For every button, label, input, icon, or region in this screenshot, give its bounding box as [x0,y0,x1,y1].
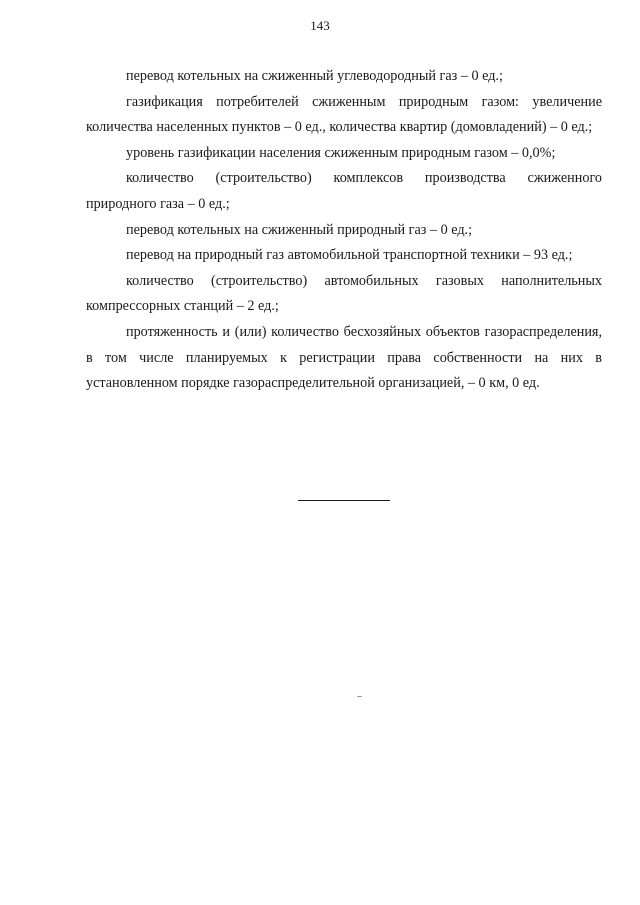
paragraph-lng-gasification: газификация потребителей сжиженным природным газом: увеличение количества населенных пунктов – 0 ед., количества квартир (домовладений) – 0 ед.; [86,93,602,136]
paragraph-cng-stations: количество (строительство) автомобильных газовых наполнительных компрессорных станций – 2 ед.; [86,272,602,315]
page-number: 143 [310,18,330,33]
paragraph-lng-complexes: количество (строительство) комплексов производства сжиженного природного газа – 0 ед.; [86,170,602,212]
end-of-section-rule [298,500,390,501]
paragraph-ownerless-objects: протяженность и (или) количество бесхозяйных объектов газораспределения, в том числе планируемых к регистрации права собственности на них в установленном порядке газораспределительной организацией, – 0 км, 0 ед. [86,323,602,392]
paragraph-lng-level: уровень газификации населения сжиженным природным газом – 0,0%; [126,144,556,161]
paragraph-boiler-lpg: перевод котельных на сжиженный углеводородный газ – 0 ед.; [126,68,503,84]
paragraph-vehicles: перевод на природный газ автомобильной транспортной техники – 93 ед.; [126,247,573,264]
document-body [86,64,602,397]
scan-speck [357,696,362,697]
paragraph-boiler-lng: перевод котельных на сжиженный природный газ – 0 ед.; [126,221,473,238]
